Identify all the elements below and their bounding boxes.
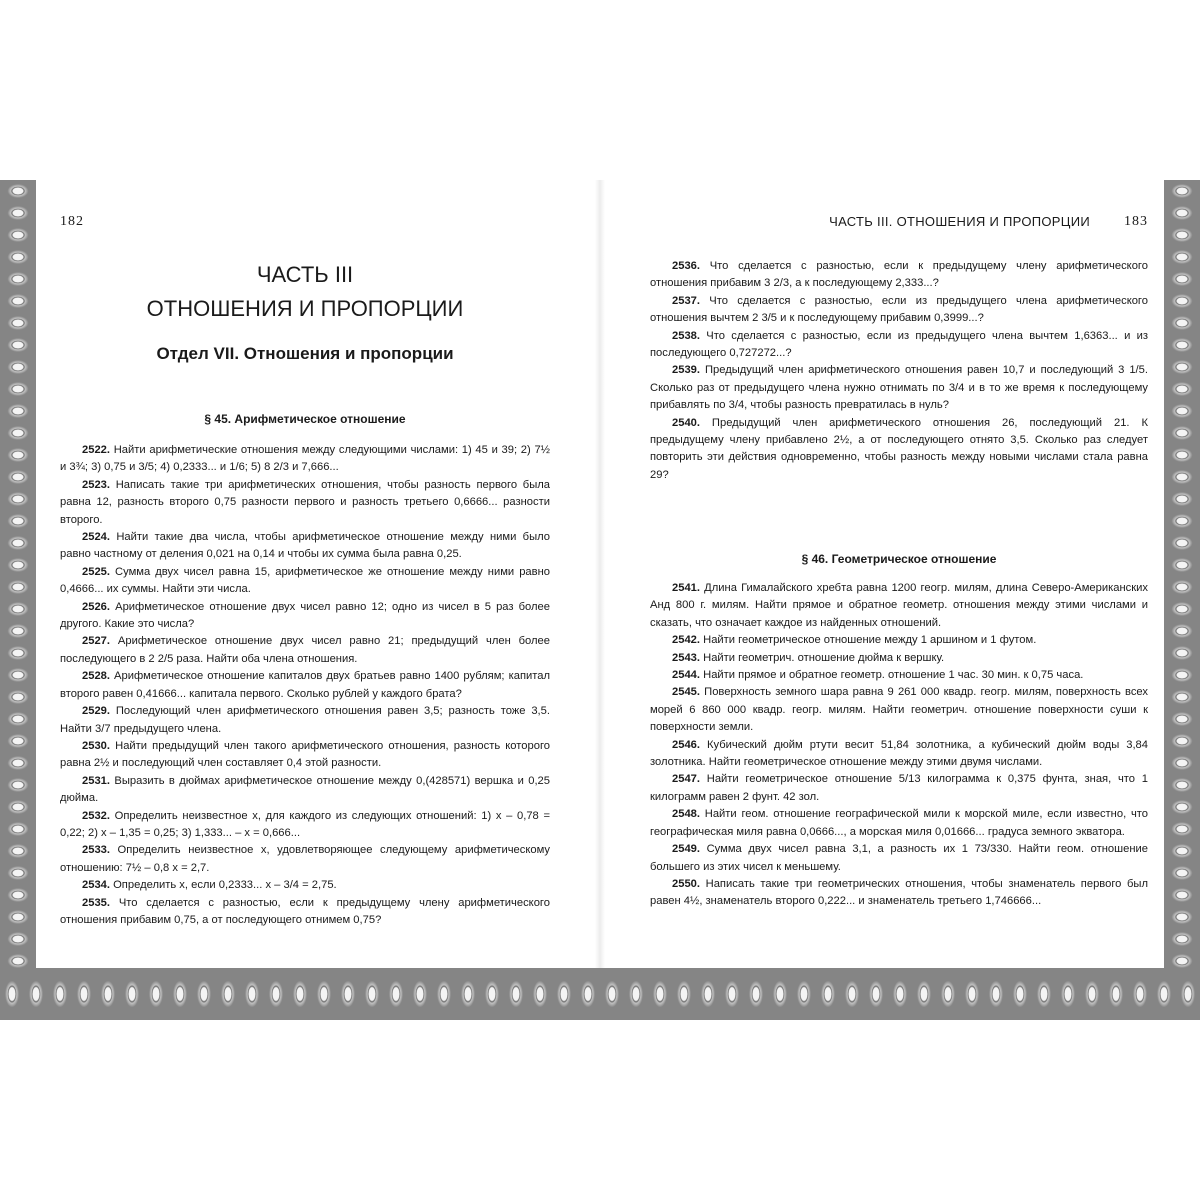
problem-item	[60, 895, 550, 930]
problem-item	[650, 806, 1148, 841]
part-title-line2: ОТНОШЕНИЯ И ПРОПОРЦИИ	[146, 296, 464, 321]
problem-number: 2532.	[82, 809, 110, 822]
problem-item	[650, 362, 1148, 414]
problem-item	[650, 258, 1148, 293]
problem-number: 2530.	[82, 739, 110, 752]
problem-text: Написать такие три геометрических отношения, чтобы знаменатель первого был равен 4½, знаменатель второго 0,222... и знаменатель третьего 1,746666...	[650, 877, 1148, 908]
problem-text: Предыдущий член арифметического отношения 26, последующий 21. К предыдущему члену прибавлено 2½, а от последующего отнято 3,5. Сколько раз следует повторить эти действия одновременно, чтобы разность между новыми числами стала равна 29?	[650, 416, 1148, 481]
problem-text: Найти геом. отношение географической мили к морской миле, если известно, что географическая миля равна 0,0666..., а морская миля 0,01666... градуса земного экватора.	[650, 808, 1148, 838]
problem-text: Предыдущий член арифметического отношения равен 10,7 и последующий 3 1/5. Сколько раз от предыдущего члена нужно отнимать по 3/4 и в то же время к последующему прибавлять по 3/4, чтобы разность превратилась в нуль?	[650, 364, 1148, 412]
problem-number: 2543.	[672, 651, 700, 664]
problem-item	[60, 808, 550, 843]
section-title: § 46. Геометрическое отношение	[801, 552, 997, 566]
problem-number: 2533.	[82, 844, 110, 857]
problem-item	[60, 877, 550, 894]
problem-text: Арифметическое отношение двух чисел равно 21; предыдущий член более последующего в 2 2/5 раза. Найти оба члена отношения.	[60, 635, 550, 665]
problem-number: 2544.	[672, 669, 700, 682]
problem-number: 2526.	[82, 600, 110, 613]
problem-list	[650, 258, 1148, 484]
problem-item	[60, 633, 550, 668]
problem-text: Что сделается с разностью, если к предыдущему члену арифметического отношения прибавим 3 2/3, а к последующему 2,333...?	[650, 260, 1148, 290]
problem-number: 2550.	[672, 877, 700, 890]
problem-item	[650, 667, 1148, 684]
problem-text: Что сделается с разностью, если из предыдущего члена вычтем 1,6363... и из последующего 0,727272...?	[650, 329, 1148, 360]
problem-number: 2548.	[672, 808, 700, 821]
problem-text: Определить неизвестное x, удовлетворяющее следующему арифметическому отношению: 7½ – 0,8 x = 2,7.	[60, 844, 550, 874]
problem-item	[60, 564, 550, 599]
problem-number: 2547.	[672, 773, 700, 786]
problem-item	[650, 328, 1148, 363]
problem-number: 2536.	[672, 260, 700, 272]
problem-item	[60, 842, 550, 877]
problem-number: 2546.	[672, 738, 700, 751]
problem-text: Длина Гималайского хребта равна 1200 геогр. милям, длина Северо-Американских Анд 800 г. милям. Найти прямое и обратное геометр. отношения между этими числами и сказать, что означает каждое из найденных отношений.	[650, 582, 1148, 629]
problem-text: Выразить в дюймах арифметическое отношение между 0,(428571) вершка и 0,25 дюйма.	[60, 774, 550, 805]
section-title: § 45. Арифметическое отношение	[204, 412, 406, 426]
problem-text: Поверхность земного шара равна 9 261 000 квадр. геогр. милям, поверхность всех морей 6 860 000 квадр. геогр. милям. Найти геометрич. отношение поверхности суши к поверхности земли.	[650, 686, 1148, 734]
problem-number: 2541.	[672, 582, 700, 594]
problem-text: Найти геометрическое отношение между 1 аршином и 1 футом.	[700, 634, 1037, 647]
problem-item	[60, 738, 550, 773]
frame-border-bottom	[0, 968, 1200, 1020]
problem-text: Найти геометрич. отношение дюйма к вершку.	[700, 651, 945, 664]
problem-item	[650, 580, 1148, 632]
problem-number: 2534.	[82, 879, 110, 892]
right-page	[650, 180, 1148, 968]
problem-item	[60, 477, 550, 529]
frame-border-left	[0, 180, 36, 1020]
left-page	[60, 180, 550, 968]
problem-item	[650, 876, 1148, 911]
problem-number: 2540.	[672, 416, 700, 429]
problem-number: 2545.	[672, 686, 700, 699]
problem-text: Последующий член арифметического отношения равен 3,5; разность тоже 3,5. Найти 3/7 предыдущего члена.	[60, 705, 550, 735]
problem-item	[650, 650, 1148, 667]
problem-text: Кубический дюйм ртути весит 51,84 золотника, а кубический дюйм воды 3,84 золотника. Найти геометрическое отношение между этими двумя числами.	[650, 738, 1148, 769]
problem-text: Что сделается с разностью, если к предыдущему члену арифметического отношения прибавим 0,75, а от последующего отнимем 0,75?	[60, 896, 550, 926]
problem-item	[650, 632, 1148, 649]
problem-item	[650, 684, 1148, 736]
problem-number: 2535.	[82, 896, 110, 909]
page-number: 183	[1124, 214, 1148, 229]
part-title-line1: ЧАСТЬ III	[256, 262, 354, 287]
department-title: Отдел VII. Отношения и пропорции	[156, 344, 454, 363]
problem-number: 2527.	[82, 635, 110, 648]
problem-list	[60, 442, 550, 929]
problem-number: 2537.	[672, 294, 700, 307]
problem-item	[60, 599, 550, 634]
problem-item	[60, 529, 550, 564]
problem-number: 2529.	[82, 705, 110, 718]
problem-number: 2528.	[82, 670, 110, 683]
problem-item	[650, 737, 1148, 772]
problem-item	[60, 668, 550, 703]
problem-number: 2525.	[82, 565, 110, 578]
part-title	[60, 258, 550, 326]
problem-text: Найти арифметические отношения между следующими числами: 1) 45 и 39; 2) 7½ и 3¾; 3) 0,75 и 3/5; 4) 0,2333... и 1/6; 5) 8 2/3 и 7,666...	[60, 444, 550, 474]
problem-number: 2538.	[672, 329, 700, 342]
problem-text: Что сделается с разностью, если из предыдущего члена арифметического отношения вычтем 2 3/5 и к последующему прибавим 0,3999...?	[650, 294, 1148, 325]
problem-item	[60, 773, 550, 808]
running-head: ЧАСТЬ III. ОТНОШЕНИЯ И ПРОПОРЦИИ	[829, 214, 1090, 229]
problem-item	[650, 771, 1148, 806]
frame-border-right	[1164, 180, 1200, 1020]
problem-text: Сумма двух чисел равна 15, арифметическое же отношение между ними равно 0,4666... их суммы. Найти эти числа.	[60, 565, 550, 596]
problem-list	[650, 580, 1148, 911]
problem-text: Определить x, если 0,2333... x – 3/4 = 2,75.	[110, 879, 337, 892]
problem-item	[60, 703, 550, 738]
problem-number: 2522.	[82, 444, 110, 456]
problem-item	[650, 293, 1148, 328]
problem-number: 2549.	[672, 843, 700, 856]
problem-text: Написать такие три арифметических отношения, чтобы разность первого была равна 12, разность второго 0,75 разности первого и разность третьего 0,6666... разности второго.	[60, 478, 550, 526]
book-gutter	[595, 180, 605, 968]
problem-text: Определить неизвестное x, для каждого из следующих отношений: 1) x – 0,78 = 0,22; 2) x – 1,35 = 0,25; 3) 1,333... – x = 0,666...	[60, 809, 550, 839]
problem-text: Найти прямое и обратное геометр. отношение 1 час. 30 мин. к 0,75 часа.	[700, 669, 1084, 682]
problem-number: 2531.	[82, 774, 110, 787]
problem-item	[650, 415, 1148, 485]
problem-text: Найти такие два числа, чтобы арифметическое отношение между ними было равно частному от деления 0,021 на 0,14 и чтобы их сумма была равна 0,25.	[60, 531, 550, 561]
problem-item	[650, 841, 1148, 876]
problem-text: Сумма двух чисел равна 3,1, а разность их 1 73/330. Найти геом. отношение большего из этих чисел к меньшему.	[650, 843, 1148, 873]
problem-item	[60, 442, 550, 477]
page-number: 182	[60, 214, 84, 229]
problem-text: Арифметическое отношение двух чисел равно 12; одно из чисел в 5 раз более другого. Какие это числа?	[60, 600, 550, 631]
problem-number: 2524.	[82, 531, 110, 544]
problem-text: Арифметическое отношение капиталов двух братьев равно 1400 рублям; капитал второго равен 0,41666... капитала первого. Сколько рублей у каждого брата?	[60, 670, 550, 700]
problem-number: 2523.	[82, 478, 110, 491]
problem-text: Найти геометрическое отношение 5/13 килограмма к 0,375 фунта, зная, что 1 килограмм равен 2 фунт. 42 зол.	[650, 773, 1148, 803]
problem-number: 2539.	[672, 364, 700, 377]
problem-number: 2542.	[672, 634, 700, 647]
problem-text: Найти предыдущий член такого арифметического отношения, разность которого равна 2½ и последующий член составляет 0,4 этой разности.	[60, 739, 550, 770]
